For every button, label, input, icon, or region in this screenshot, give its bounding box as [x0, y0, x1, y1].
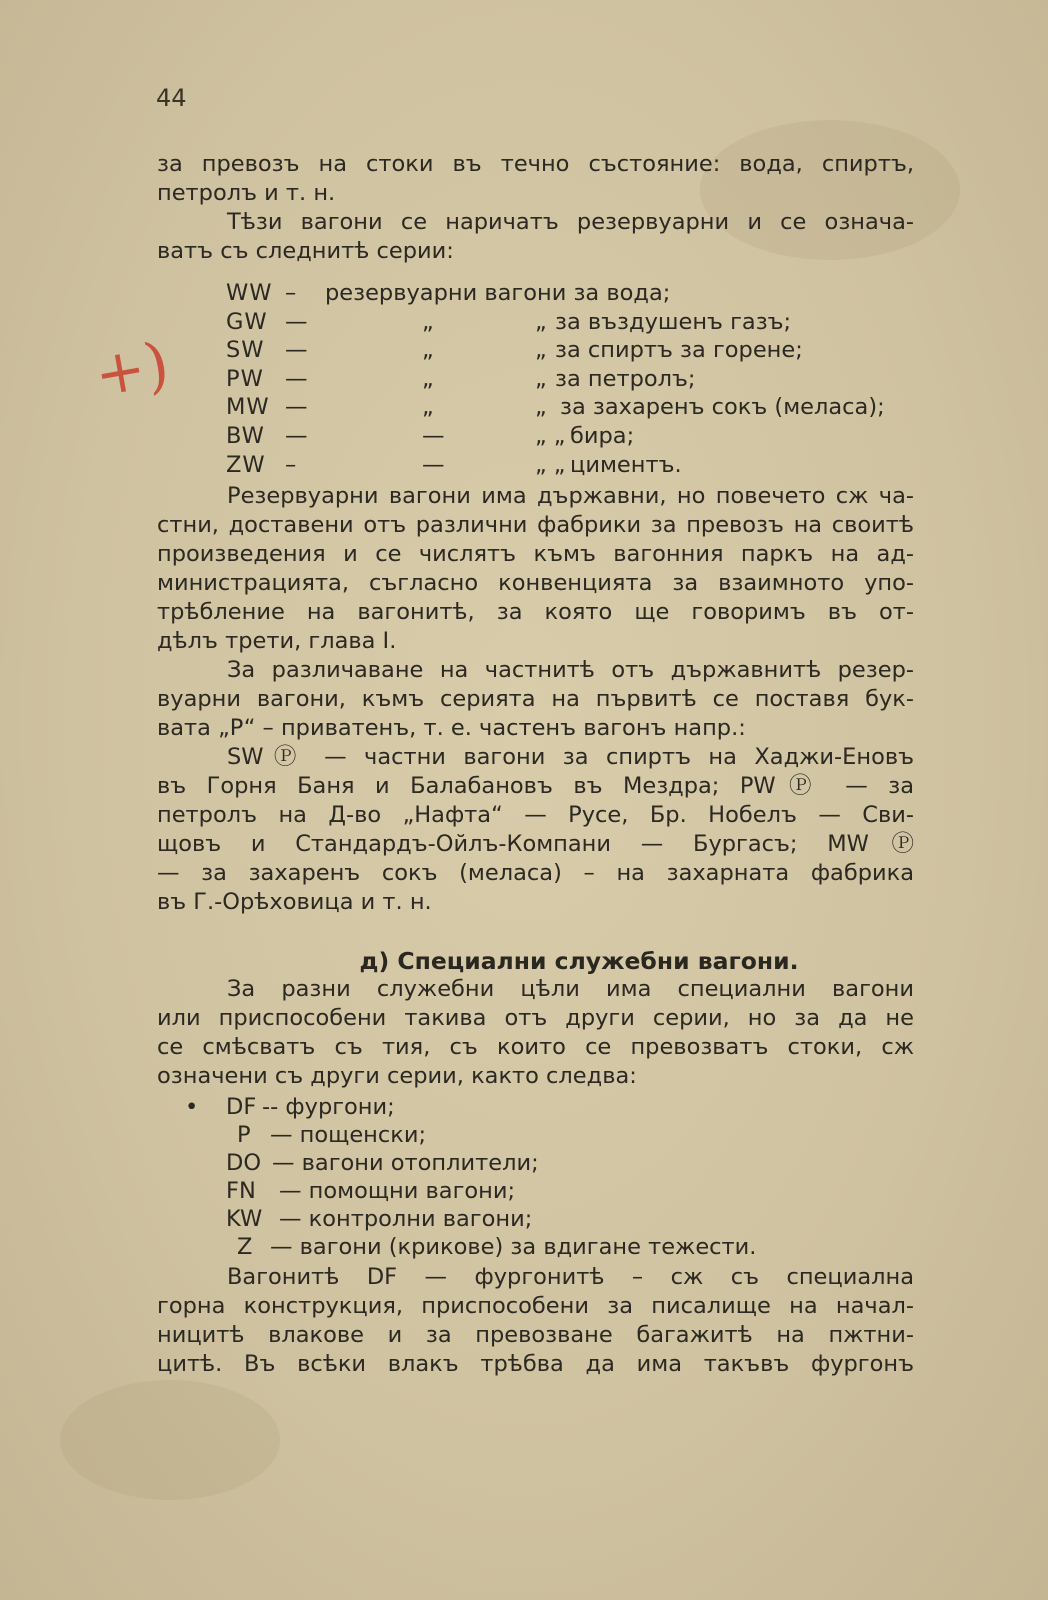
- series-description: — вагони отоплители;: [272, 1150, 539, 1176]
- text-line: вуарни вагони, къмъ серията на първитѣ се поставя бук-: [157, 686, 914, 712]
- series-dash: –: [285, 451, 297, 478]
- ditto-mark: „ „: [535, 451, 566, 478]
- text-line: означени съ други серии, както следва:: [157, 1063, 637, 1089]
- series-row: [157, 365, 914, 394]
- series-code: P: [237, 1122, 251, 1148]
- series-dash: —: [285, 422, 308, 449]
- ditto-mark: „: [535, 337, 547, 364]
- series-row: [157, 336, 914, 365]
- text-line: за превозъ на стоки въ течно състояние: вода, спиртъ,: [157, 151, 914, 177]
- series-dash: —: [285, 337, 308, 364]
- series-code: MW: [226, 394, 270, 421]
- series-row: [157, 1177, 914, 1205]
- series-code: FN: [226, 1178, 256, 1204]
- text-line: се смѣсватъ съ тия, съ които се превозватъ стоки, сж: [157, 1034, 914, 1060]
- text-line: стни, доставени отъ различни фабрики за превозъ на своитѣ: [157, 512, 914, 538]
- closing-block: [157, 1263, 914, 1379]
- text-line: — за захаренъ сокъ (меласа) – на захарната фабрика: [157, 860, 914, 886]
- private-wagons-block: [157, 482, 914, 917]
- series-description: — вагони (крикове) за вдигане тежести.: [270, 1234, 757, 1260]
- tank-series-list: [157, 279, 914, 479]
- series-row: [157, 1121, 914, 1149]
- series-code: WW: [226, 280, 273, 306]
- ditto-mark: „: [535, 308, 547, 335]
- page-number: 44: [156, 84, 187, 112]
- text-line: SWⓅ — частни вагони за спиртъ на Хаджи-Еновъ: [227, 744, 914, 770]
- text-line: вата „P“ – приватенъ, т. е. частенъ вагонъ напр.:: [157, 715, 746, 741]
- series-description: за спиртъ за горене;: [555, 337, 803, 364]
- series-description: — пощенски;: [270, 1122, 427, 1148]
- intro-block: [157, 150, 914, 266]
- text-line: Вагонитѣ DF — фургонитѣ – сж съ специална: [227, 1264, 914, 1290]
- series-dash: –: [285, 280, 297, 306]
- series-row: [157, 1205, 914, 1233]
- margin-mark: +): [89, 329, 175, 411]
- ditto-mark: „: [422, 337, 434, 364]
- text-line: щовъ и Стандардъ-Ойлъ-Компани — Бургасъ; MWⓅ: [157, 831, 914, 857]
- series-code: DF: [226, 1094, 257, 1120]
- text-line: ницитѣ влакове и за превозване багажитѣ на пжтни-: [157, 1322, 914, 1348]
- text-line: цитѣ. Въ всѣки влакъ трѣбва да има такъвъ фургонъ: [157, 1351, 914, 1377]
- section-heading: д) Специални служебни вагони.: [359, 947, 799, 975]
- ditto-mark: —: [422, 451, 445, 478]
- series-description: резервуарни вагони за вода;: [325, 280, 671, 306]
- ditto-mark: „ „: [535, 422, 566, 449]
- ditto-mark: —: [422, 422, 445, 449]
- ditto-mark: „: [422, 308, 434, 335]
- text-line: За разни служебни цѣли има специални вагони: [227, 976, 914, 1002]
- series-dash: —: [285, 308, 308, 335]
- series-dash: —: [285, 394, 308, 421]
- series-description: за въздушенъ газъ;: [555, 308, 792, 335]
- ditto-mark: „: [535, 394, 547, 421]
- text-line: произведения и се числятъ къмъ вагонния паркъ на ад-: [157, 541, 914, 567]
- ditto-mark: „: [535, 365, 547, 392]
- series-code: KW: [226, 1206, 263, 1232]
- text-line: петролъ и т. н.: [157, 180, 336, 206]
- series-code: Z: [237, 1234, 253, 1260]
- series-description: циментъ.: [570, 451, 682, 478]
- series-code: DO: [226, 1150, 262, 1176]
- text-line: горна конструкция, приспособени за писалище на начал-: [157, 1293, 914, 1319]
- series-dash: —: [285, 365, 308, 392]
- text-line: дѣлъ трети, глава I.: [157, 628, 397, 654]
- series-code: GW: [226, 308, 268, 335]
- text-line: въ Горня Баня и Балабановъ въ Мездра; PWⓅ — за: [157, 773, 914, 799]
- text-line: или приспособени такива отъ други серии, но за да не: [157, 1005, 914, 1031]
- series-row: [157, 1149, 914, 1177]
- ditto-mark: „: [422, 394, 434, 421]
- series-description: бира;: [570, 422, 635, 449]
- text-line: трѣбление на вагонитѣ, за която ще говоримъ въ от-: [157, 599, 914, 625]
- text-line: министрацията, съгласно конвенцията за взаимното упо-: [157, 570, 914, 596]
- series-description: за петролъ;: [555, 365, 696, 392]
- series-row: [157, 1093, 914, 1121]
- ditto-mark: „: [422, 365, 434, 392]
- text-line: ватъ съ следнитѣ серии:: [157, 238, 454, 264]
- series-row: [157, 393, 914, 422]
- series-row: [157, 422, 914, 451]
- text-line: За различаване на частнитѣ отъ държавнитѣ резер-: [227, 657, 914, 683]
- series-row: [157, 451, 914, 480]
- text-line: въ Г.-Орѣховица и т. н.: [157, 889, 432, 915]
- series-description: -- фургони;: [262, 1094, 395, 1120]
- service-series-list: [157, 1093, 914, 1261]
- series-row: [157, 308, 914, 337]
- bullet-mark: •: [185, 1094, 199, 1120]
- series-code: ZW: [226, 451, 266, 478]
- series-description: за захаренъ сокъ (меласа);: [560, 394, 885, 421]
- series-code: BW: [226, 422, 265, 449]
- paper-stain: [60, 1380, 280, 1500]
- series-code: PW: [226, 365, 264, 392]
- text-line: петролъ на Д-во „Нафта“ — Русе, Бр. Нобелъ — Сви-: [157, 802, 914, 828]
- series-description: — помощни вагони;: [279, 1178, 516, 1204]
- service-intro-block: [157, 975, 914, 1091]
- series-description: — контролни вагони;: [279, 1206, 533, 1232]
- series-row: [157, 1233, 914, 1261]
- text-line: Тѣзи вагони се наричатъ резервуарни и се означа-: [227, 209, 914, 235]
- series-code: SW: [226, 337, 265, 364]
- series-row: [157, 279, 914, 308]
- text-line: Резервуарни вагони има държавни, но повечето сж ча-: [227, 483, 914, 509]
